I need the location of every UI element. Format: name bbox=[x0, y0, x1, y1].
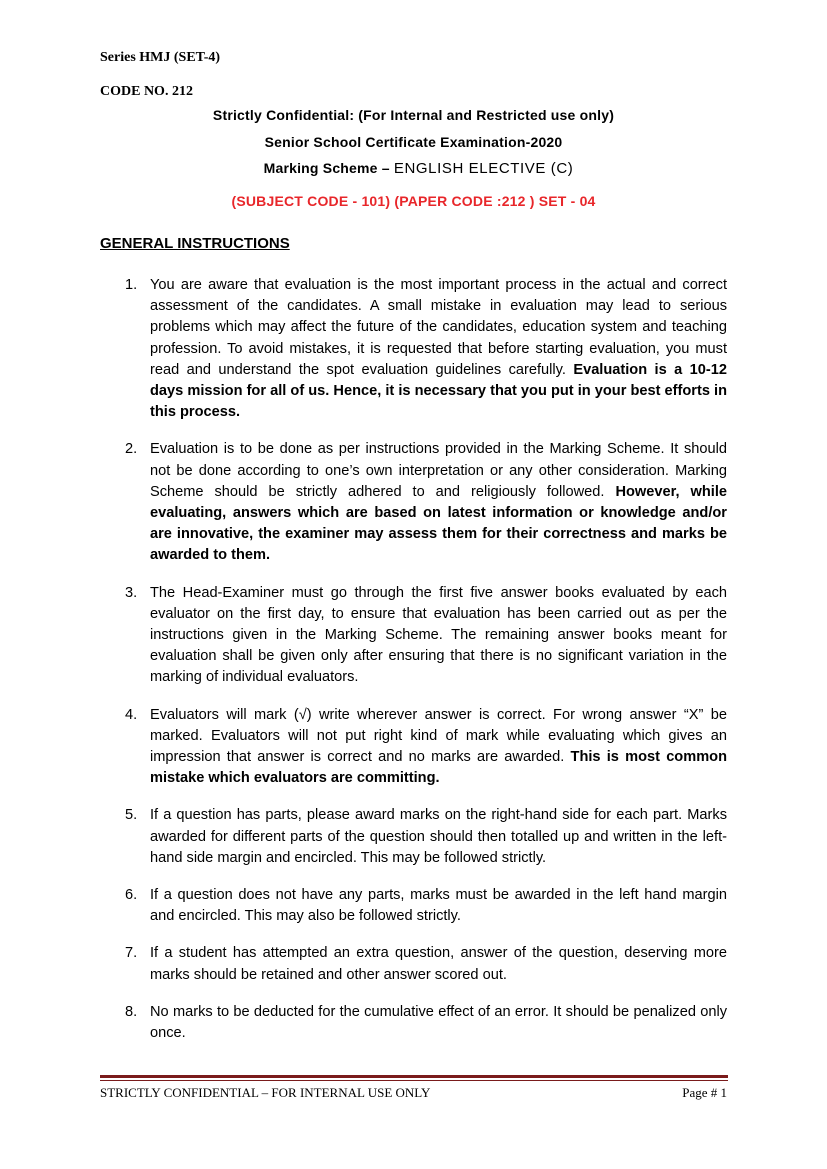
item-number: 2. bbox=[125, 441, 138, 458]
item-body: If a question does not have any parts, marks must be awarded in the left hand margin and encircled. This may also be followed strictly. bbox=[150, 887, 727, 925]
item-body: Evaluation is to be done as per instructions provided in the Marking Scheme. It should not be done according to one’s own interpretation or any other consideration. Marking Scheme should be strictly adhered to and religiously followed. bbox=[150, 441, 727, 500]
item-emphasis: However, while evaluating, answers which are based on latest information or knowledge and/or are innovative, the examiner may assess them for their correctness and marks be awarded to them. bbox=[150, 483, 727, 564]
instructions-list bbox=[100, 275, 727, 1060]
item-text bbox=[150, 583, 727, 689]
item-number: 1. bbox=[125, 277, 138, 293]
subject-code-line: (SUBJECT CODE - 101) (PAPER CODE :212 ) SET - 04 bbox=[231, 193, 596, 209]
list-item bbox=[100, 439, 727, 566]
item-text bbox=[150, 439, 727, 566]
item-emphasis: This is most common mistake which evaluators are committing. bbox=[150, 749, 728, 787]
list-item bbox=[100, 805, 727, 869]
section-title: GENERAL INSTRUCTIONS bbox=[100, 235, 290, 252]
item-number: 6. bbox=[125, 887, 138, 904]
item-body: The Head-Examiner must go through the first five answer books evaluated by each evaluator on the first day, to ensure that evaluation has been carried out as per the instructions given in the Marking Scheme. The remaining answer books meant for evaluation shall be given only after ensuring that there is no significant variation in the marking of individual evaluators. bbox=[150, 584, 727, 686]
series-label: Series HMJ (SET-4) bbox=[100, 50, 221, 65]
list-item bbox=[100, 583, 727, 689]
list-item bbox=[100, 705, 727, 790]
page-number: Page # 1 bbox=[682, 1085, 727, 1100]
item-text bbox=[150, 705, 727, 790]
item-text bbox=[150, 805, 727, 869]
item-number: 4. bbox=[125, 706, 138, 723]
item-body: If a student has attempted an extra question, answer of the question, deserving more marks should be retained and other answer scored out. bbox=[150, 945, 727, 983]
item-body: No marks to be deducted for the cumulative effect of an error. It should be penalized only once. bbox=[150, 1003, 727, 1042]
subject-name: ENGLISH ELECTIVE (C) bbox=[393, 160, 574, 177]
item-number: 5. bbox=[125, 807, 138, 824]
item-text bbox=[150, 885, 727, 927]
code-number: CODE NO. 212 bbox=[100, 84, 193, 99]
list-item bbox=[100, 943, 727, 985]
item-number: 8. bbox=[125, 1003, 138, 1020]
marking-scheme-label: Marking Scheme – bbox=[263, 160, 390, 176]
item-body: Evaluators will mark (√) write wherever answer is correct. For wrong answer “X” be marked. Evaluators will not put right kind of mark while evaluating which gives an impression that answer is correct and no marks are awarded. bbox=[150, 706, 727, 766]
list-item bbox=[100, 885, 727, 927]
item-body: If a question has parts, please award marks on the right-hand side for each part. Marks awarded for different parts of the question should then totalled up and written in the left-hand side margin and encircled. This may be followed strictly. bbox=[150, 807, 727, 866]
item-number: 7. bbox=[125, 945, 138, 962]
confidential-notice: Strictly Confidential: (For Internal and Restricted use only) bbox=[212, 107, 615, 123]
footer-rule-thick bbox=[100, 1075, 728, 1078]
item-body: You are aware that evaluation is the most important process in the actual and correct assessment of the candidates. A small mistake in evaluation may lead to serious problems which may affect the future of the candidates, education system and teaching profession. To avoid mistakes, it is requested that before starting evaluation, you must read and understand the spot evaluation guidelines carefully. bbox=[150, 277, 727, 378]
exam-title: Senior School Certificate Examination-2020 bbox=[264, 134, 563, 150]
item-number: 3. bbox=[125, 584, 138, 601]
marking-scheme-title bbox=[0, 160, 827, 177]
item-text bbox=[150, 1002, 727, 1044]
list-item bbox=[100, 1002, 727, 1044]
item-emphasis: Evaluation is a 10-12 days mission for all of us. Hence, it is necessary that you put in your best efforts in this process. bbox=[150, 361, 727, 421]
footer-confidential: STRICTLY CONFIDENTIAL – FOR INTERNAL USE ONLY bbox=[100, 1085, 431, 1100]
item-text bbox=[150, 275, 727, 423]
item-text bbox=[150, 943, 727, 985]
footer-rule-thin bbox=[100, 1080, 728, 1081]
list-item bbox=[100, 275, 727, 423]
